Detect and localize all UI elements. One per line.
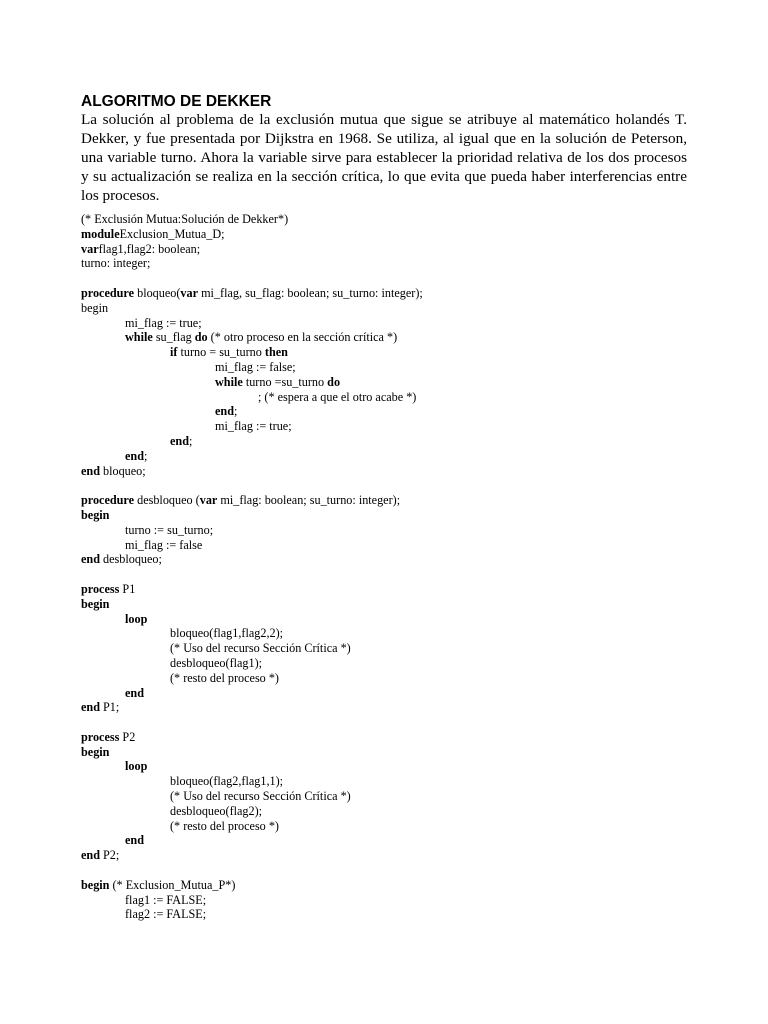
code-text: turno = su_turno — [177, 345, 265, 360]
keyword: module — [81, 226, 120, 241]
code-text: turno =su_turno — [242, 374, 328, 389]
code-line-var — [81, 242, 721, 257]
keyword: procedure — [81, 285, 135, 300]
code-line: mi_flag := false; — [215, 359, 296, 374]
code-line-process-p1 — [81, 582, 721, 597]
keyword: end — [81, 552, 100, 567]
keyword: if — [170, 345, 178, 360]
code-line-end — [81, 686, 721, 701]
code-text: su_flag — [152, 330, 195, 345]
code-line-header-comment: (* Exclusión Mutua:Solución de Dekker*) — [81, 212, 289, 226]
keyword: loop — [125, 611, 148, 626]
keyword: begin — [81, 877, 110, 892]
code-text: desbloqueo ( — [134, 493, 200, 508]
code-line-loop — [81, 612, 721, 627]
code-text: P2 — [119, 729, 136, 744]
code-line-while — [81, 375, 721, 390]
code-line-end — [81, 404, 721, 419]
code-line: mi_flag := true; — [215, 419, 292, 434]
blank-line — [81, 715, 721, 730]
code-line: flag2 := FALSE; — [125, 907, 207, 922]
code-line: ; (* espera a que el otro acabe *) — [258, 389, 417, 404]
code-text: mi_flag, su_flag: boolean; su_turno: integer); — [198, 285, 423, 300]
code-text: ; — [188, 433, 193, 448]
blank-line — [81, 567, 721, 582]
keyword: then — [264, 345, 288, 360]
code-line: desbloqueo(flag2); — [170, 803, 263, 818]
code-text: desbloqueo; — [99, 552, 162, 567]
code-line-end-bloqueo — [81, 464, 721, 479]
document-title: ALGORITMO DE DEKKER — [81, 93, 272, 110]
code-line-end-p1 — [81, 700, 721, 715]
code-text: bloqueo( — [134, 285, 181, 300]
code-line-module — [81, 227, 721, 242]
code-text: bloqueo; — [99, 463, 146, 478]
code-line-process-p2 — [81, 730, 721, 745]
code-text: flag1,flag2: boolean; — [98, 241, 201, 256]
code-line-while — [81, 330, 721, 345]
code-line: (* resto del proceso *) — [170, 670, 279, 685]
code-text: (* Exclusion_Mutua_P*) — [109, 877, 236, 892]
keyword: end — [125, 833, 144, 848]
code-text: (* otro proceso en la sección crítica *) — [207, 330, 398, 345]
keyword: do — [327, 374, 341, 389]
blank-line — [81, 271, 721, 286]
code-line: turno := su_turno; — [125, 522, 214, 537]
code-line: flag1 := FALSE; — [125, 892, 207, 907]
keyword: begin — [81, 596, 110, 611]
code-line-end-p2 — [81, 848, 721, 863]
code-line: (* Uso del recurso Sección Crítica *) — [170, 641, 351, 656]
code-line-loop — [81, 759, 721, 774]
code-line-begin — [81, 508, 721, 523]
code-line: bloqueo(flag1,flag2,2); — [170, 626, 284, 641]
code-text: P1 — [119, 581, 136, 596]
code-text: ; — [143, 448, 148, 463]
keyword: end — [125, 448, 144, 463]
intro-paragraph: La solución al problema de la exclusión mutua que sigue se atribuye al matemático holandés T. Dekker, y fue presentada por Dijkstra en 1968. Se utiliza, al igual que en la solución de Peterson, una variable turno. Ahora la variable sirve para establecer la prioridad relativa de los dos procesos y su actualización se realiza en la sección crítica, lo que evita que pueda haber interferencias entre los procesos. — [81, 111, 687, 204]
code-listing — [81, 212, 721, 922]
keyword: var — [81, 241, 99, 256]
keyword: end — [170, 433, 189, 448]
code-line: desbloqueo(flag1); — [170, 655, 263, 670]
keyword: begin — [81, 507, 110, 522]
code-line-begin — [81, 745, 721, 760]
code-line-end-desbloqueo — [81, 552, 721, 567]
keyword: begin — [81, 744, 110, 759]
code-text: ; — [233, 404, 238, 419]
code-line-main-begin — [81, 878, 721, 893]
keyword: loop — [125, 759, 148, 774]
code-text: P2; — [99, 848, 120, 863]
blank-line — [81, 478, 721, 493]
keyword: while — [215, 374, 243, 389]
code-line: bloqueo(flag2,flag1,1); — [170, 774, 284, 789]
keyword: process — [81, 581, 120, 596]
code-line-procedure-desbloqueo — [81, 493, 721, 508]
code-line-procedure-bloqueo — [81, 286, 721, 301]
keyword: end — [125, 685, 144, 700]
keyword: end — [215, 404, 234, 419]
keyword: var — [199, 493, 218, 508]
code-line-end — [81, 833, 721, 848]
code-line-if — [81, 345, 721, 360]
keyword: do — [194, 330, 208, 345]
code-line: mi_flag := false — [125, 537, 203, 552]
keyword: end — [81, 463, 100, 478]
keyword: end — [81, 700, 100, 715]
code-line-turno-decl: turno: integer; — [81, 256, 151, 271]
keyword: process — [81, 729, 120, 744]
keyword: var — [180, 285, 199, 300]
keyword: while — [125, 330, 153, 345]
code-line: mi_flag := true; — [125, 315, 202, 330]
code-text: mi_flag: boolean; su_turno: integer); — [217, 493, 401, 508]
code-line-begin — [81, 597, 721, 612]
code-line: (* Uso del recurso Sección Crítica *) — [170, 789, 351, 804]
code-line-end — [81, 434, 721, 449]
keyword: end — [81, 848, 100, 863]
code-line-begin: begin — [81, 300, 109, 315]
code-text: P1; — [99, 700, 120, 715]
blank-line — [81, 863, 721, 878]
code-text: Exclusion_Mutua_D; — [119, 226, 225, 241]
code-line-end — [81, 449, 721, 464]
code-line: (* resto del proceso *) — [170, 818, 279, 833]
keyword: procedure — [81, 493, 135, 508]
